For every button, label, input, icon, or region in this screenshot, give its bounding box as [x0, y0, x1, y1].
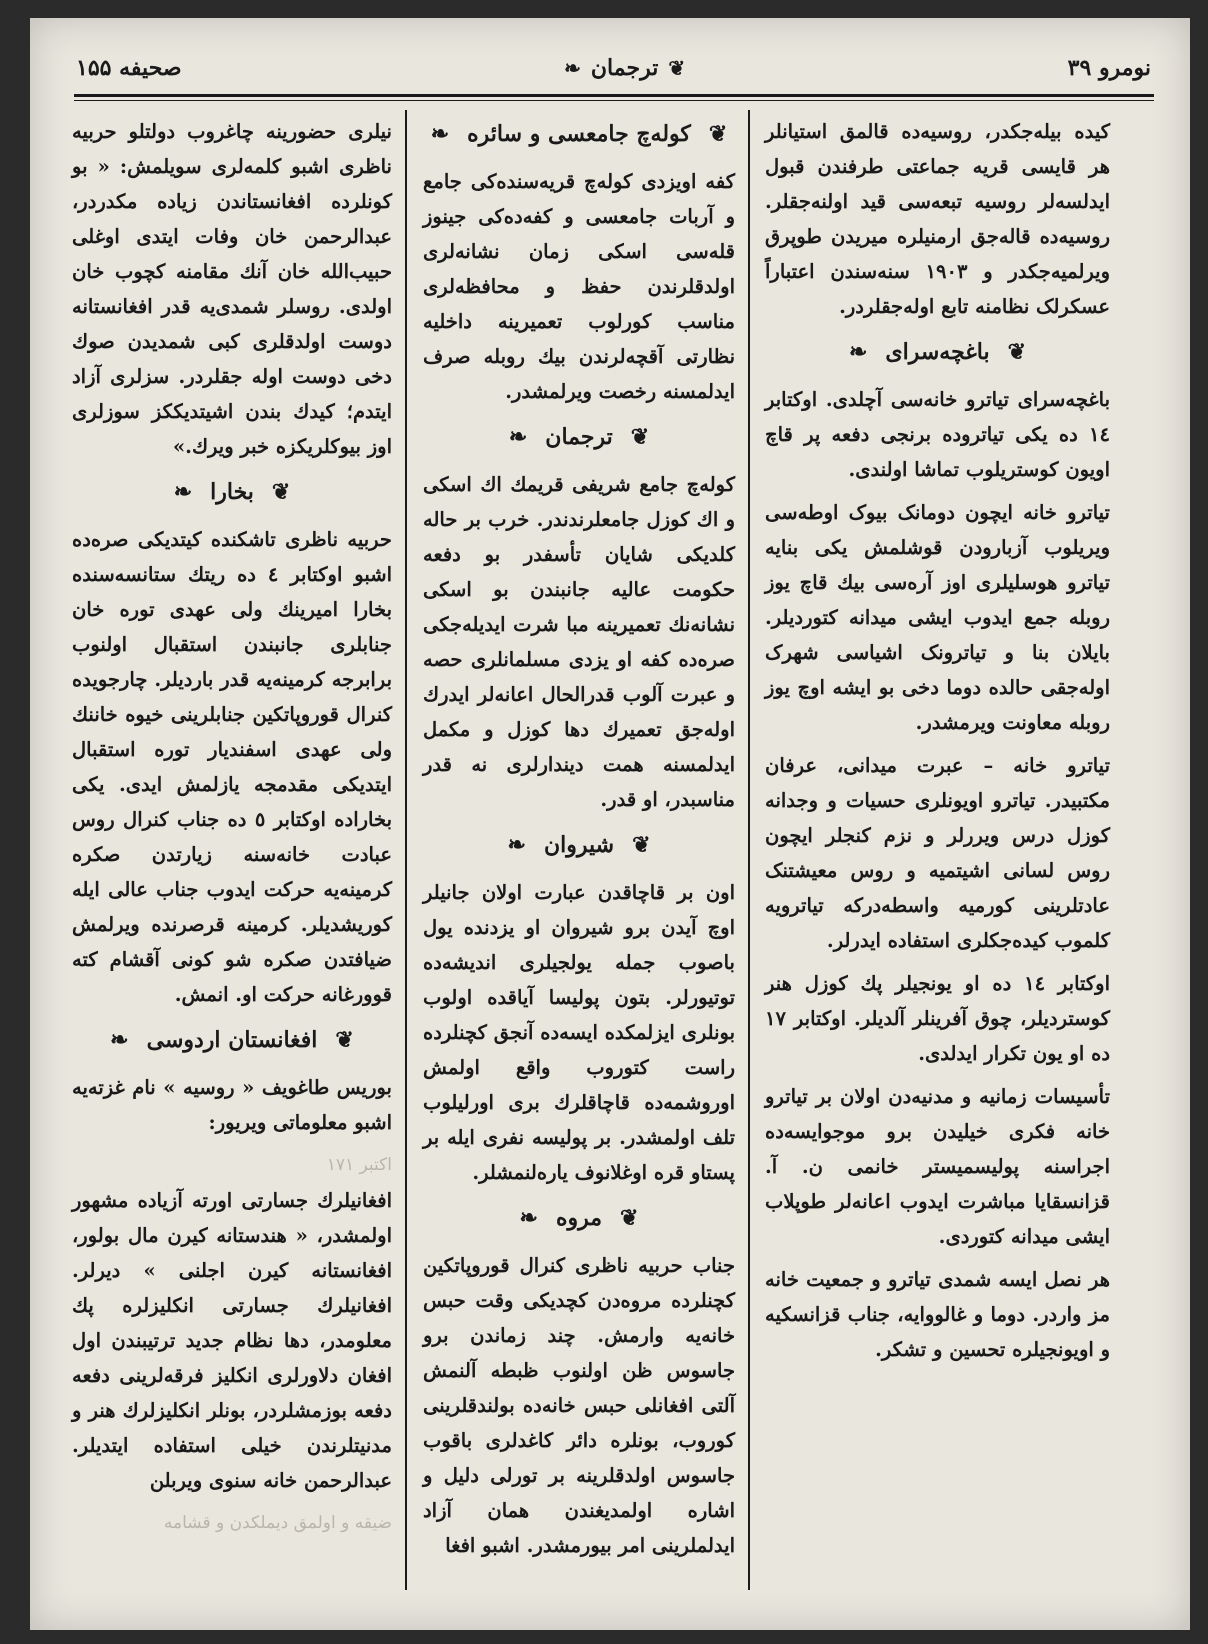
section-heading	[72, 1022, 392, 1058]
ornament-icon: ❦	[708, 121, 728, 147]
ornament-icon: ❦	[620, 1205, 639, 1231]
page-header	[76, 46, 1151, 90]
paragraph: تأسیسات زمانیه و مدنیه‌دن اولان بر تیاترو خانه فکری خیلیدن برو موجوایسه‌ده اجراسنه پولیسمیستر خانمی ن. آ. قزانسقایا مباشرت ایدوب اعانه‌لر طوپلاب ایشی میدانه کتوردی.	[765, 1085, 1110, 1248]
section-heading	[72, 474, 392, 510]
paragraph: باغچه‌سرای تیاترو خانه‌سی آچلدی. اوکتابر ۱٤ ده یکی تیاتروده برنجی دفعه پر قاچ اویون کوستریلوب تماشا اولندی.	[765, 388, 1110, 481]
header-rule-thin	[74, 100, 1154, 101]
paragraph: جناب حربیه ناظری کنرال قوروپاتکین کچنلرده مروه‌دن کچدیکی وقت حبس خانه‌یه وارمش. چند زماندن برو جاسوس ظن اولنوب ظبطه آلنمش آلتی افغانلی حبس خانه‌ده بولندقلرینی کوروب، بونلره دائر کاغدلری باقوب جاسوس اولدقلرینه بر تورلی دلیل و اشاره اولمدیغندن همان آزاد ایدلملرینی امر بیورمشدر. اشبو افغا	[423, 1254, 735, 1557]
page-number: صحیفه ۱۵۵	[76, 55, 182, 81]
ornament-icon: ❧	[508, 424, 528, 450]
paragraph: تیاترو خانه – عبرت میدانی، عرفان مکتبیدر. تیاترو اویونلری حسیات و وجدانه کوزل درس ویررلر و نزم کنجلر ایچون روس لسانی اشیتمیه و روس معیشتنک عادتلرینی کورمیه واسطه‌درکه تیاترویه کلموب کیده‌جکلری استفاده ایدرلر.	[765, 754, 1110, 952]
ornament-icon: ❦	[668, 56, 686, 80]
ornament-icon: ❧	[564, 56, 581, 80]
header-rule	[74, 94, 1154, 97]
issue-number: نومرو ۳۹	[1067, 55, 1151, 81]
paragraph: کیده بیله‌جکدر، روسیه‌ده قالمق استیانلر هر قایسی قریه جماعتی طرفندن قبول ایدلسه‌لر روسیه تبعه‌سی قید اولنه‌جقلر. روسیه‌ده قاله‌جق ارمنیلره میریدن طوپرق ویرلمیه‌جکدر و ۱۹۰۳ سنه‌سندن اعتباراً عسکرلک نظامنه تابع اوله‌جقلردر.	[765, 120, 1110, 318]
ornament-icon: ❧	[430, 121, 450, 147]
section-title: شیروان	[543, 831, 615, 858]
ornament-icon: ❦	[271, 479, 291, 505]
paragraph: حربیه ناظری تاشکنده کیتدیکی صره‌ده اشبو اوکتابر ٤ ده ریتك ستانسه‌سنده بخارا امیرینك ولی عهدی توره خان جنابلری جانبندن استقبال اولنوب برابرجه کرمینه‌یه قدر باردیلر. چارجویده کنرال قوروپاتکین جنابلرینی خیوه خاننك ولی عهدی اسفندیار توره استقبال ایتدیکی مقدمجه یازلمش ایدی. یکی بخاراده اوکتابر ٥ ده جناب کنرال روس عبادت خانه‌سنه زیارتدن صکره کرمینه‌یه حرکت ایدوب جناب عالی ایله کوریشدیلر. کرمینه قرصرنده ویرلمش ضیافتدن صکره شو کونی آقشام کته قوورغانه حرکت او. انمش.	[72, 528, 392, 1006]
paragraph: هر نصل ایسه شمدی تیاترو و جمعیت خانه مز واردر. دوما و غالووایه، جناب قزانسکیه و اویونجیلره تحسین و تشکر.	[765, 1268, 1110, 1361]
paper-title-block	[564, 55, 685, 81]
section-heading	[765, 334, 1110, 370]
paragraph: اوکتابر ۱٤ ده او یونجیلر پك کوزل هنر کوستردیلر، چوق آفرینلر آلدیلر. اوکتابر ۱۷ ده او یون تکرار ایدلدی.	[765, 972, 1111, 1065]
middle-column	[423, 114, 735, 1571]
paragraph: افغانیلرك جسارتی اورته آزیاده مشهور اولمشدر، « هندستانه کیرن مال بولور، افغانستانه کیرن اجلنی » دیرلر. افغانیلرك جسارتی انکلیزلره پك معلومدر، دها نظام جدید ترتیبندن اول افغان دلاورلری انکلیز فرقه‌لرینی دفعه دفعه بوزمشلردر، بونلر انکلیزلرك هنر و مدنیتلرندن خیلی استفاده ایتدیلر. عبدالرحمن خانه سنوی ویربلن	[72, 1189, 392, 1492]
ornament-icon: ❧	[848, 339, 868, 365]
left-column	[72, 114, 392, 1541]
paragraph: کفه اویزدی کوله‌چ قریه‌سنده‌کی جامع و آربات جامعسی و کفه‌ده‌کی جینوز قله‌سی اسکی زمان نشانه‌لری اولدقلرندن حفظ و محافظه‌لری مناسب کورلوب تعمیرینه داخلیه نظارتی آقچه‌لرندن بیك روبله صرف ایدلمسنه رخصت ویرلمشدر.	[423, 170, 735, 403]
paragraph: نیلری حضورینه چاغروب دولتلو حربیه ناظری اشبو کلمه‌لری سویلمش: « بو کونلرده افغانستاندن زیاده مکدردر، عبدالرحمن خان وفات ایتدی اوغلی حبیب‌الله خان آنك مقامنه کچوب خان اولدی. روسلر شمدی‌یه قدر افغانستانه دوست اولدقلری کبی شمدیدن صوك دخی دوست اوله جقلردر. سزلری آزاد ایتدم؛ کیدك بندن اشیتدیککز سوزلری اوز بیوکلریکزه خبر ویرك.»	[72, 120, 392, 458]
section-title: کوله‌چ جامعسی و سائره	[467, 120, 691, 147]
ornament-icon: ❧	[110, 1027, 129, 1053]
faded-marginalia: ضیقه و اولمق دیملکدن و قشامه	[163, 1513, 392, 1533]
ornament-icon: ❧	[519, 1205, 538, 1231]
ornament-icon: ❦	[632, 832, 651, 858]
newspaper-page	[30, 18, 1190, 1630]
column-divider	[748, 110, 750, 1590]
ornament-icon: ❦	[630, 424, 650, 450]
ornament-icon: ❧	[507, 832, 526, 858]
section-heading	[423, 116, 735, 152]
paragraph: کوله‌چ جامع شریفی قریمك اك اسکی و اك کوزل جامعلرندندر. خرب بر حاله کلدیکی شایان تأسفدر بو دفعه حکومت عالیه جانبندن بو اسکی نشانه‌نك تعمیرینه مبا شرت ایدیله‌جکی صره‌ده کفه او یزدی مسلمانلری حصه و عبرت آلوب قدرالحال اعانه‌لر ایدرك اوله‌جق تعمیرك دها کوزل و مکمل ایدلمسنه همت دیندار‌لری نه قدر مناسبدر، او قدر.	[423, 473, 735, 811]
ornament-icon: ❦	[335, 1027, 354, 1053]
section-title: مروه	[555, 1204, 603, 1231]
paper-title: ترجمان	[590, 55, 659, 81]
paragraph: اون بر قاچاقدن عبارت اولان جانیلر اوچ آیدن برو شیروان او یزدنده یول باصوب جمله یولجیلری اندیشه‌ده توتیورلر. بتون پولیسا آیاقده اولوب بونلری ایزلمکده ایسه‌ده آنجق کچنلرده راست کتوروب واقع اولمش اوروشمه‌ده قاچاقلرك بری اورلیلوب تلف اولمشدر. بر پولیسه نفری ایله بر پستاو قره اوغلانوف یاره‌لنمشلر.	[423, 881, 735, 1184]
section-heading	[423, 419, 735, 455]
section-heading	[423, 1200, 735, 1236]
section-title: باغچه‌سرای	[885, 338, 990, 365]
faded-marginalia: اکتبر ۱۷۱	[326, 1155, 392, 1175]
section-title: ترجمان	[545, 423, 613, 450]
right-column	[765, 114, 1110, 1375]
column-divider	[405, 110, 407, 1590]
section-title: افغانستان اردوسی	[146, 1026, 318, 1053]
ornament-icon: ❦	[1007, 339, 1027, 365]
section-heading	[423, 827, 735, 863]
paragraph: تیاترو خانه ایچون دومانک بیوک اوطه‌سی ویریلوب آزبارودن قوشلمش یکی بنایه تیاترو هوسلیلری اوز آره‌سی بیك قاچ یوز روبله جمع ایدوب ایشی میدانه کتوردیلر. بایلان بنا و تیاترونک اشیاسی شهرک اوله‌جقی حالده دوما دخی بو ایشه اوچ یوز روبله معاونت ویرمشدر.	[765, 501, 1110, 734]
section-title: بخارا	[210, 478, 254, 505]
ornament-icon: ❧	[173, 479, 193, 505]
paragraph: بوریس طاغویف « روسیه » نام غزته‌یه اشبو معلوماتی ویریور:	[72, 1076, 392, 1134]
